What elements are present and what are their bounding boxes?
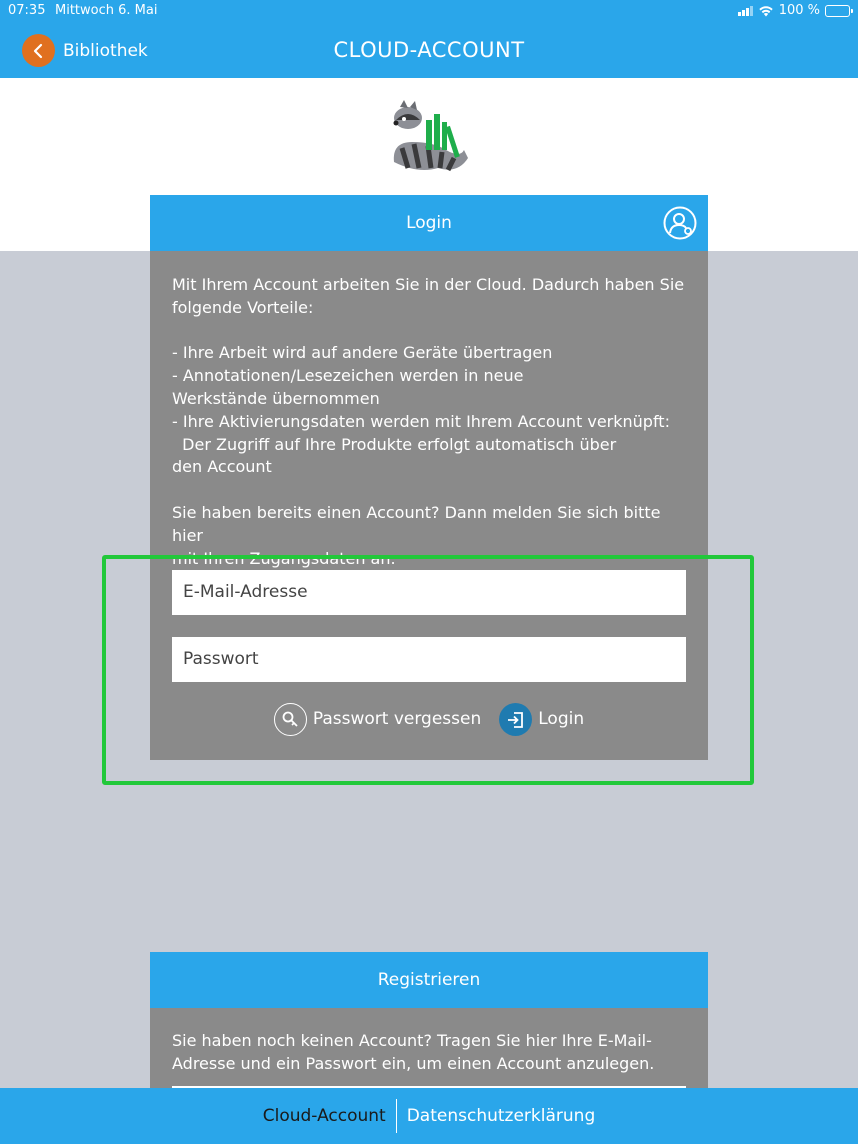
login-header (150, 195, 708, 251)
tab-cloud-account[interactable]: Cloud-Account (262, 1106, 386, 1126)
wifi-icon (758, 5, 774, 17)
password-field[interactable]: Passwort (172, 637, 686, 682)
login-actions (150, 703, 708, 736)
bottom-tab-bar (0, 1088, 858, 1144)
tab-privacy-policy[interactable]: Datenschutzerklärung (406, 1106, 596, 1126)
signal-icon (738, 6, 753, 16)
register-text: Sie haben noch keinen Account? Tragen Sie hier Ihre E-Mail- Adresse und ein Passwort ein, um einen Account anzulegen. (172, 1031, 655, 1073)
user-settings-icon[interactable] (663, 206, 697, 240)
back-label: Bibliothek (63, 40, 148, 61)
forgot-password-label: Passwort vergessen (312, 709, 482, 730)
register-header-title: Registrieren (377, 970, 481, 990)
login-icon (499, 703, 532, 736)
status-time: 07:35 (8, 3, 46, 18)
raccoon-books-logo (388, 98, 472, 174)
status-bar (0, 0, 858, 22)
status-date: Mittwoch 6. Mai (55, 3, 158, 18)
login-intro-text: Mit Ihrem Account arbeiten Sie in der Cloud. Dadurch haben Sie folgende Vorteile: - Ihre Arbeit wird auf andere Geräte übertragen - Annotationen/Lesezeichen werden in neue Werkstände übernommen - Ihre Aktivierungsdaten werden mit Ihrem Account verknüpft: Der Zugriff auf Ihre Produkte erfolgt automatisch über den Account Sie haben bereits einen Account? Dann melden Sie sich bitte hier mit Ihren Zugangsdaten an. (172, 275, 685, 568)
battery-icon (825, 5, 850, 17)
top-bar (0, 0, 858, 78)
email-field[interactable]: E-Mail-Adresse (172, 570, 686, 615)
battery-percent: 100 % (778, 3, 820, 18)
login-label: Login (538, 709, 585, 730)
status-right (738, 3, 850, 18)
login-header-title: Login (406, 213, 452, 233)
forgot-password-button[interactable] (274, 703, 481, 736)
login-button[interactable] (499, 703, 584, 736)
login-card (150, 251, 708, 760)
key-icon (274, 703, 307, 736)
register-header (150, 952, 708, 1008)
page-title: CLOUD-ACCOUNT (333, 38, 525, 62)
